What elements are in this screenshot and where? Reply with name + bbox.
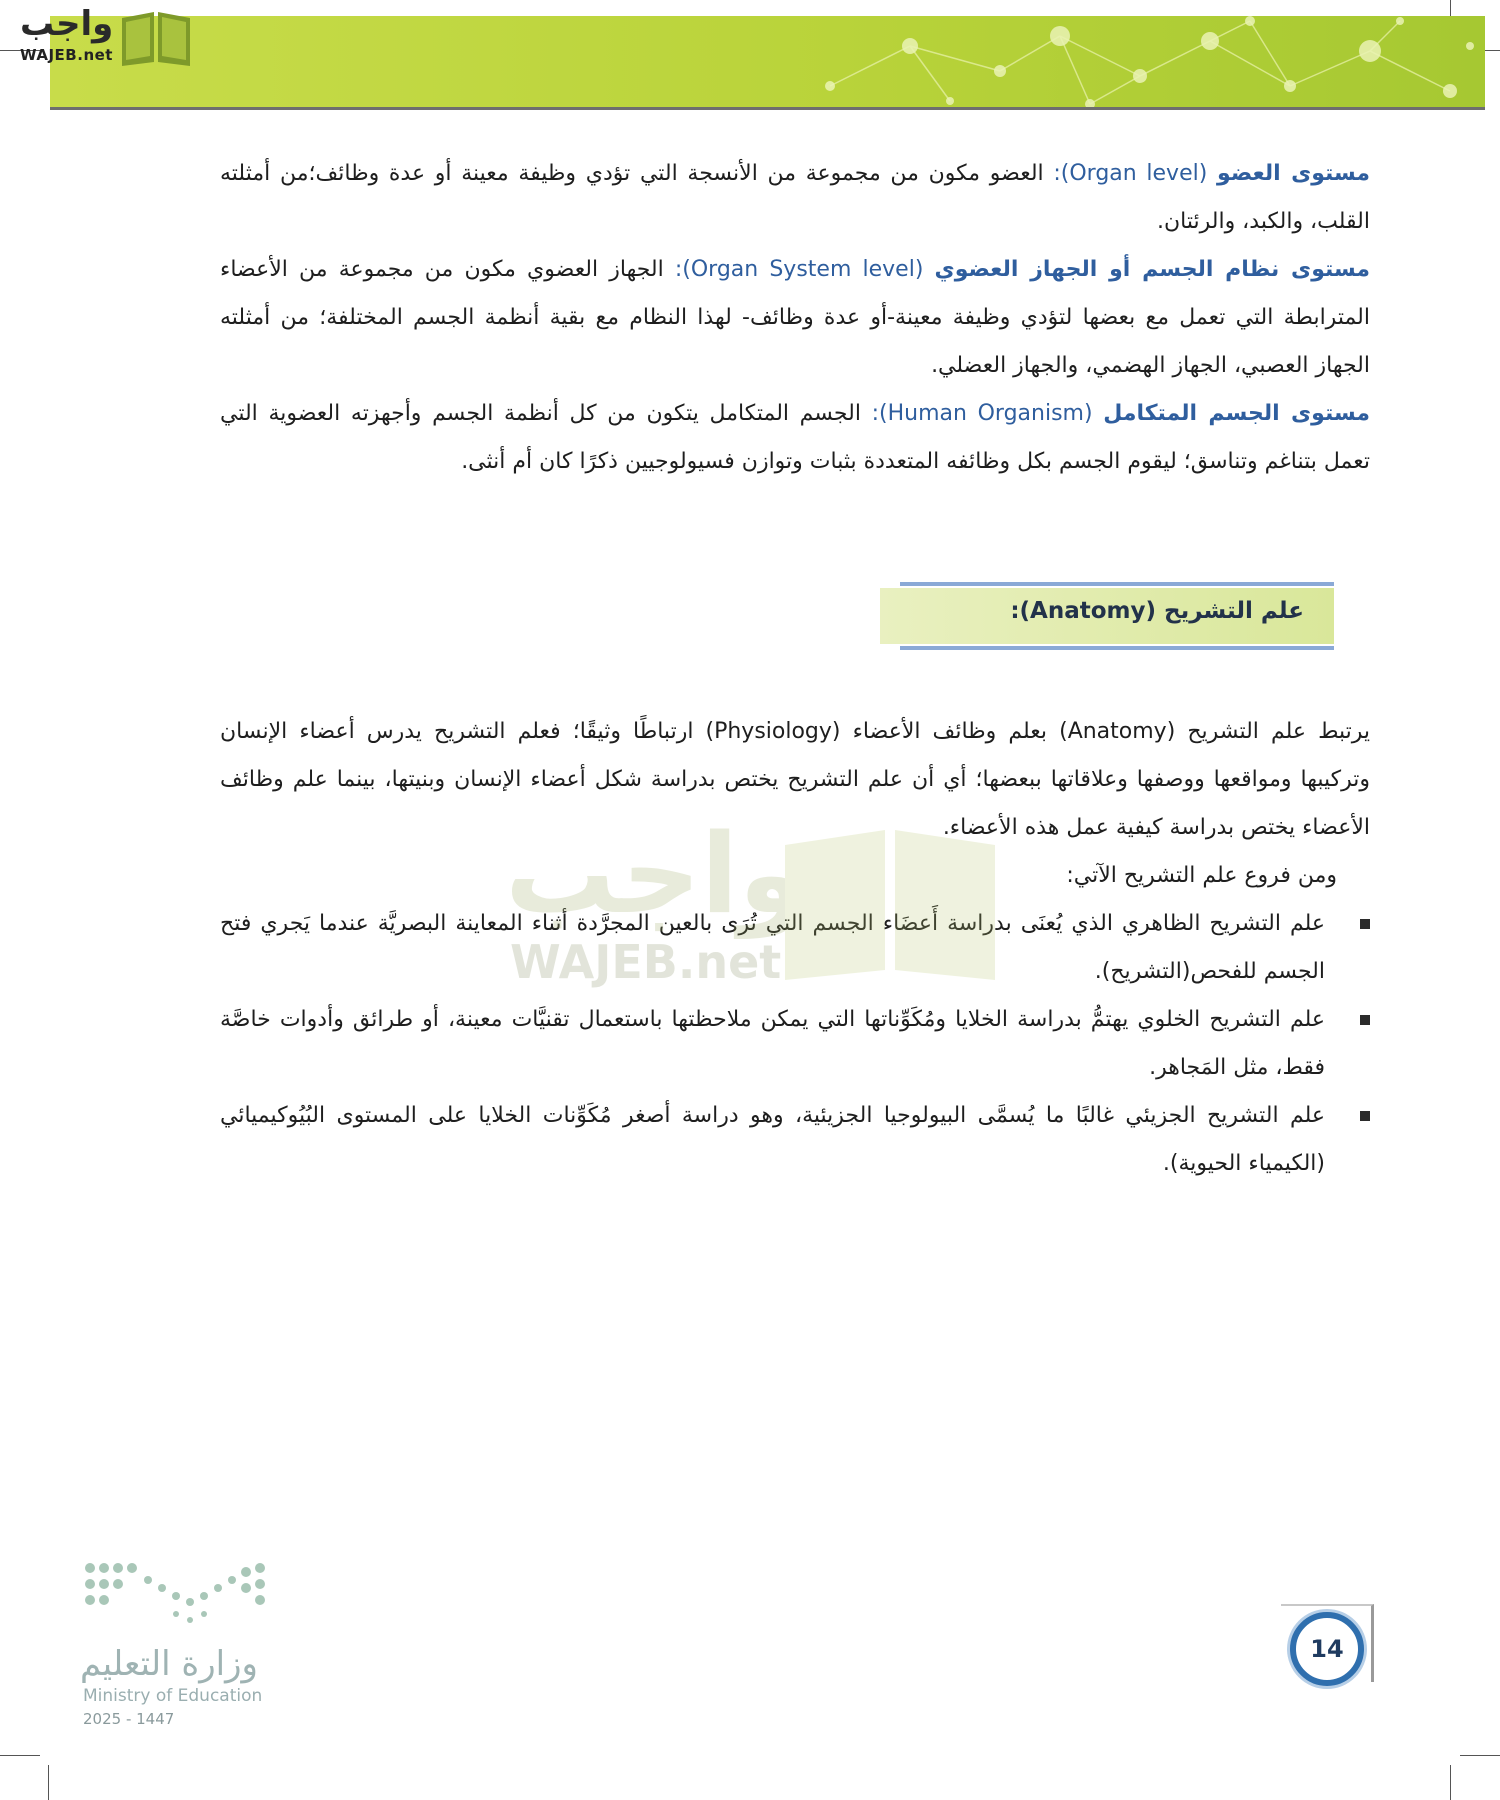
section-title: علم التشريح (Anatomy):: [1010, 598, 1304, 624]
branch-text: علم التشريح الخلوي يهتمُّ بدراسة الخلايا ومُكَوِّناتها التي يمكن ملاحظتها باستعمال تقنيَّات معينة، أو طرائق وأدوات خاصَّة فقط، مثل المَجاهر.: [220, 1007, 1325, 1080]
ministry-logo: [80, 1560, 280, 1730]
organ-system-level-text: الجهاز العضوي مكون من مجموعة من الأعضاء المترابطة التي تعمل مع بعضها لتؤدي وظيفة معينة-أو عدة وظائف- لهذا النظام مع بقية أنظمة الجسم المختلفة؛ من أمثلته الجهاز العصبي، الجهاز الهضمي، والجهاز العضلي.: [220, 257, 1370, 378]
watermark-word: واجب: [505, 810, 807, 938]
bullet-square-icon: [1360, 1111, 1370, 1121]
branch-text: علم التشريح الظاهري الذي يُعنَى بدراسة أَعضَاء الجسم التي تُرَى بالعين المجرَّدة أثناء المعاينة البصريَّة عندما يَجري فتح الجسم للفحص(التشريح).: [220, 911, 1325, 984]
organ-level-paragraph: [220, 150, 1370, 246]
header-band: [50, 16, 1485, 109]
network-pattern-icon: [50, 16, 1485, 109]
bullet-square-icon: [1360, 919, 1370, 929]
logo-net: WAJEB.net: [20, 46, 113, 64]
heading-line-bottom: [900, 646, 1334, 650]
header-underline: [50, 107, 1485, 110]
wajeb-logo: [8, 4, 193, 64]
list-item: [220, 1092, 1370, 1188]
human-organism-paragraph: [220, 390, 1370, 486]
organ-level-text: العضو مكون من مجموعة من الأنسجة التي تؤدي وظيفة معينة أو عدة وظائف؛من أمثلته القلب، والكبد، والرئتان.: [220, 161, 1370, 234]
crop-mark: [0, 1755, 40, 1756]
organ-system-level-paragraph: [220, 246, 1370, 390]
levels-section: [220, 150, 1370, 486]
ministry-name-en: Ministry of Education: [83, 1686, 263, 1706]
bullet-square-icon: [1360, 1015, 1370, 1025]
organ-level-term: مستوى العضو: [1217, 161, 1371, 186]
logo-word: واجب: [20, 4, 114, 44]
crop-mark: [48, 1765, 49, 1800]
watermark-net: WAJEB.net: [510, 935, 782, 989]
page-number-badge: [1282, 1604, 1374, 1682]
crop-mark: [1460, 1755, 1500, 1756]
heading-line-top: [900, 582, 1334, 586]
branch-text: علم التشريح الجزيئي غالبًا ما يُسمَّى البيولوجيا الجزيئية، وهو دراسة أصغر مُكَوِّنات الخلايا على المستوى البُيُوكيميائي (الكيمياء الحيوية).: [220, 1103, 1325, 1176]
human-organism-term: مستوى الجسم المتكامل: [1103, 401, 1370, 426]
list-item: [220, 900, 1370, 996]
human-organism-term-en: (Human Organism):: [871, 401, 1093, 426]
human-organism-text: الجسم المتكامل يتكون من كل أنظمة الجسم وأجهزته العضوية التي تعمل بتناغم وتناسق؛ ليقوم الجسم بكل وظائفه المتعددة بثبات وتوازن فسيولوجيين ذكرًا كان أم أنثى.: [220, 401, 1370, 474]
organ-level-term-en: (Organ level):: [1053, 161, 1208, 186]
anatomy-section-heading: [880, 588, 1334, 644]
page-number: 14: [1310, 1635, 1344, 1663]
ministry-dots-icon: [80, 1560, 270, 1630]
organ-system-level-term-en: (Organ System level):: [674, 257, 924, 282]
anatomy-intro: يرتبط علم التشريح (Anatomy) بعلم وظائف الأعضاء (Physiology) ارتباطًا وثيقًا؛ فعلم التشريح يدرس أعضاء الإنسان وتركيبها ومواقعها ووصفها وعلاقاتها ببعضها؛ أي أن علم التشريح يختص بدراسة شكل أعضاء الإنسان وبنيتها، بينما علم وظائف الأعضاء يختص بدراسة كيفية عمل هذه الأعضاء.: [220, 719, 1370, 840]
branches-list: [220, 900, 1370, 1188]
ministry-year: 2025 - 1447: [83, 1710, 175, 1728]
crop-mark: [1450, 1765, 1451, 1800]
book-icon: [118, 8, 194, 66]
branches-intro: ومن فروع علم التشريح الآتي:: [1066, 863, 1337, 888]
list-item: [220, 996, 1370, 1092]
ministry-name-ar: وزارة التعليم: [80, 1644, 258, 1684]
organ-system-level-term: مستوى نظام الجسم أو الجهاز العضوي: [934, 257, 1370, 282]
anatomy-body: [220, 708, 1370, 1188]
